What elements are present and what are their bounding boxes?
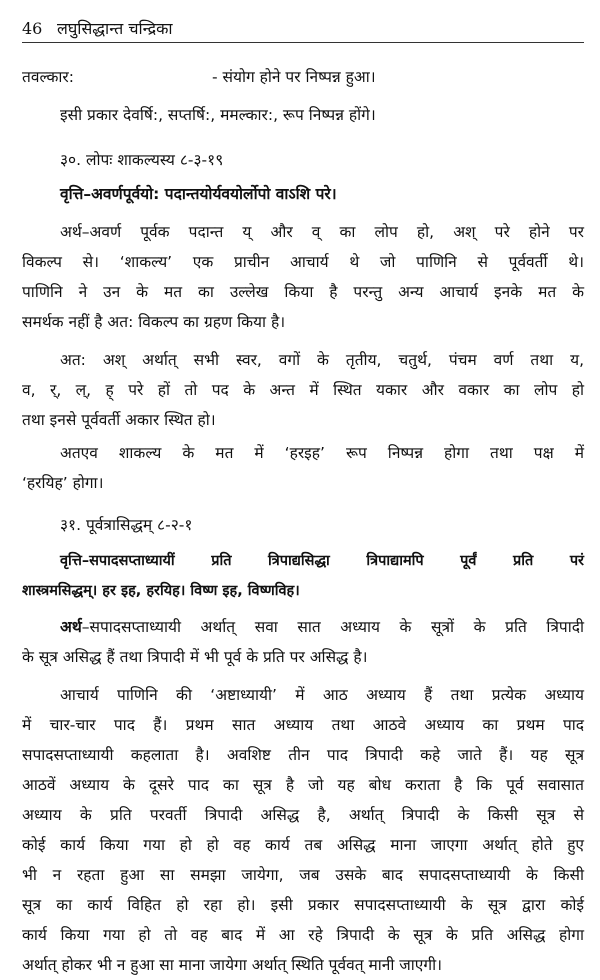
- isi-prakar-line: इसी प्रकार देवर्षि:, सप्तर्षि:, ममल्कार:, रूप निष्पन्न होंगे।: [60, 106, 376, 124]
- text-line: कोई कार्य किया गया हो हो वह कार्य तब असिद्ध माना जाएगा अर्थात् होते हुए: [22, 836, 584, 854]
- text-line: अतएव शाकल्य के मत में ‘हरइह’ रूप निष्पन्न होगा तथा पक्ष में: [60, 444, 584, 462]
- text-line: अर्थ–अवर्ण पूर्वक पदान्त य् और व् का लोप हो, अश् परे होने पर: [60, 223, 584, 241]
- text-line: भी न रहता हुआ सा समझा जायेगा, जब उसके बाद सपादसप्ताध्यायी के किसी: [22, 866, 584, 884]
- text-line: सूत्र का कार्य विहित हो रहा हो। इसी प्रकार सपादसप्ताध्यायी के सूत्र द्वारा कोई: [22, 896, 584, 914]
- text-line: [22, 612, 584, 642]
- tavalkar-term: तवल्कार:: [22, 68, 74, 86]
- text-line: अर्थात् होकर भी न हुआ सा माना जायेगा अर्थात् स्थिति पूर्ववत् मानी जाएगी।: [22, 956, 442, 974]
- text-line: अध्याय के प्रति परवर्ती त्रिपादी असिद्ध है, अर्थात् त्रिपादी के किसी सूत्र से: [22, 806, 584, 824]
- page-number: 46: [22, 19, 43, 38]
- tavalkar-line: [22, 62, 584, 92]
- text-line: शास्त्रमसिद्धम्। हर इह, हरयिह। विष्ण इह, विष्णविह।: [22, 583, 300, 599]
- sutra-30-ataev: [22, 438, 584, 498]
- text-line: वृत्ति–सपादसप्ताध्यायीं प्रति त्रिपाद्यसिद्धा त्रिपाद्यामपि पूर्वं प्रति परं: [60, 553, 584, 569]
- header-rule: [22, 42, 584, 43]
- book-title: लघुसिद्धान्त चन्द्रिका: [57, 19, 173, 38]
- text-line: पाणिनि ने उन के मत का उल्लेख किया है परन्तु अन्य आचार्य इनके मत के: [22, 283, 584, 301]
- sutra-30-atah: [22, 345, 584, 435]
- sutra-30-vritti: वृत्ति–अवर्णपूर्वयो: पदान्तयोर्यवयोर्लोपो वाऽशि परे।: [60, 185, 337, 203]
- text-line: विकल्प से। ‘शाकल्य’ एक प्राचीन आचार्य थे जो पाणिनि से पूर्ववर्ती थे।: [22, 253, 584, 271]
- text-line: समर्थक नहीं है अत: विकल्प का ग्रहण किया है।: [22, 313, 286, 331]
- page-header: [22, 6, 584, 44]
- text-line: आचार्य पाणिनि की ‘अष्टाध्यायी’ में आठ अध्याय हैं तथा प्रत्येक अध्याय: [60, 686, 584, 704]
- text-line: ‘हरयिह’ होगा।: [22, 474, 104, 492]
- sutra-31-acharya: [22, 680, 584, 980]
- sutra-31-vritti: [22, 546, 584, 606]
- text-line: आठवें अध्याय के दूसरे पाद का सूत्र है जो यह बोध कराता है कि पूर्व सवासात: [22, 776, 584, 794]
- sutra-30-heading: ३०. लोपः शाकल्यस्य ८-३-१९: [60, 151, 224, 169]
- arth-first-text: –सपादसप्ताध्यायी अर्थात् सवा सात अध्याय के सूत्रों के प्रति त्रिपादी: [81, 618, 584, 636]
- text-line: के सूत्र असिद्ध हैं तथा त्रिपादी में भी पूर्व के प्रति पर असिद्ध है।: [22, 648, 368, 666]
- tavalkar-explanation: - संयोग होने पर निष्पन्न हुआ।: [212, 68, 376, 86]
- sutra-31-arth: [22, 612, 584, 672]
- text-line: तथा इनसे पूर्ववर्ती अकार स्थित हो।: [22, 411, 216, 429]
- text-line: अत: अश् अर्थात् सभी स्वर, वगों के तृतीय, चतुर्थ, पंचम वर्ण तथा य,: [60, 351, 584, 369]
- text-line: में चार-चार पाद हैं। प्रथम सात अध्याय तथा आठवे अध्याय का प्रथम पाद: [22, 716, 584, 734]
- sutra-31-heading: ३१. पूर्वत्रासिद्धम् ८-२-१: [60, 516, 193, 534]
- text-line: व, र्, ल्, ह् परे हों तो पद के अन्त में स्थित यकार और वकार का लोप हो: [22, 381, 584, 399]
- text-line: कार्य किया गया हो तो वह बाद में आ रहे त्रिपादी के सूत्र के प्रति असिद्ध होगा: [22, 926, 584, 944]
- sutra-30-arth: [22, 217, 584, 337]
- arth-label: अर्थ: [60, 618, 82, 636]
- text-line: सपादसप्ताध्यायी कहलाता है। अवशिष्ट तीन पाद त्रिपादी कहे जाते हैं। यह सूत्र: [22, 746, 584, 764]
